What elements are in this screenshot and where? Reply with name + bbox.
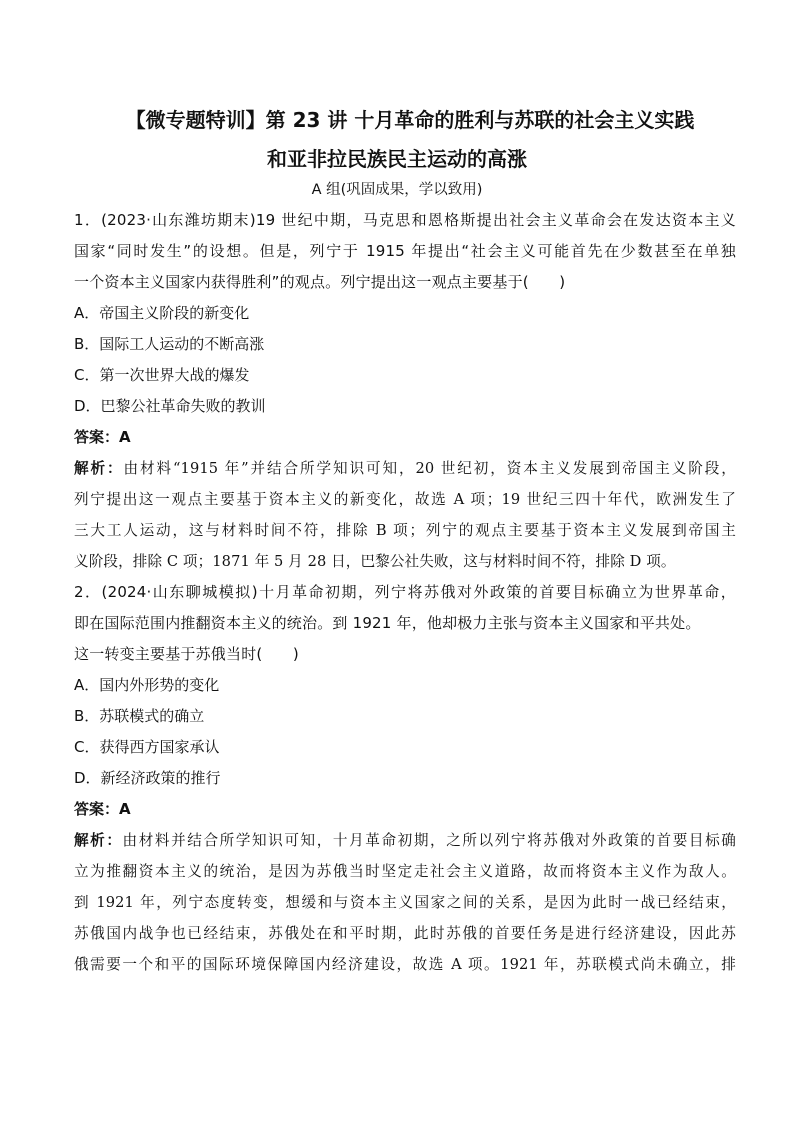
explanation-line: 列宁提出这一观点主要基于资本主义的新变化，故选 A 项；19 世纪三四十年代，欧洲发生了 xyxy=(74,491,736,508)
option-a[interactable]: A．帝国主义阶段的新变化 xyxy=(74,304,250,322)
explanation-line: 立为推翻资本主义的统治，是因为苏俄当时坚定走社会主义道路，故而将资本主义作为敌人。 xyxy=(74,863,736,880)
page-title-line-1: 【微专题特训】第 23 讲 十月革命的胜利与苏联的社会主义实践 xyxy=(125,108,695,132)
answer: 答案：A xyxy=(74,428,131,446)
question-stem-line: 2．(2024·山东聊城模拟)十月革命初期，列宁将苏俄对外政策的首要目标确立为世界革命， xyxy=(74,583,736,601)
question-stem-line: 国家“同时发生”的设想。但是，列宁于 1915 年提出“社会主义可能首先在少数甚至在单独 xyxy=(74,242,736,260)
option-d[interactable]: D．新经济政策的推行 xyxy=(74,769,221,787)
question-1 xyxy=(74,205,736,577)
option-a[interactable]: A．国内外形势的变化 xyxy=(74,676,220,694)
question-stem-line: 一个资本主义国家内获得胜利”的观点。列宁提出这一观点主要基于( ) xyxy=(74,273,566,291)
explanation-line xyxy=(74,825,736,856)
explanation-text: 由材料并结合所学知识可知，十月革命初期，之所以列宁将苏俄对外政策的首要目标确 xyxy=(122,832,736,849)
option-c[interactable]: C．获得西方国家承认 xyxy=(74,738,220,756)
option-c[interactable]: C．第一次世界大战的爆发 xyxy=(74,366,250,384)
question-list xyxy=(74,205,736,980)
page-title-line-2: 和亚非拉民族民主运动的高涨 xyxy=(267,147,527,171)
explanation-text: 由材料“1915 年”并结合所学知识可知，20 世纪初，资本主义发展到帝国主义阶段， xyxy=(123,460,736,477)
option-b[interactable]: B．苏联模式的确立 xyxy=(74,707,205,725)
explanation-line: 义阶段，排除 C 项；1871 年 5 月 28 日，巴黎公社失败，这与材料时间不符，排除 D 项。 xyxy=(74,553,676,570)
group-heading: A 组(巩固成果，学以致用) xyxy=(311,182,483,198)
question-stem-line: 1．(2023·山东潍坊期末)19 世纪中期，马克思和恩格斯提出社会主义革命会在发达资本主义 xyxy=(74,211,736,229)
option-b[interactable]: B．国际工人运动的不断高涨 xyxy=(74,335,265,353)
question-stem-line: 这一转变主要基于苏俄当时( ) xyxy=(74,645,299,663)
answer: 答案：A xyxy=(74,800,131,818)
explanation-line xyxy=(74,453,736,484)
explanation-line: 三大工人运动，这与材料时间不符，排除 B 项；列宁的观点主要基于资本主义发展到帝国主 xyxy=(74,522,736,539)
explanation-line: 俄需要一个和平的国际环境保障国内经济建设，故选 A 项。1921 年，苏联模式尚未确立，排 xyxy=(74,956,736,973)
explanation-label: 解析： xyxy=(74,832,123,849)
explanation-line: 苏俄国内战争也已经结束，苏俄处在和平时期，此时苏俄的首要任务是进行经济建设，因此苏 xyxy=(74,925,736,942)
explanation-line: 到 1921 年，列宁态度转变，想缓和与资本主义国家之间的关系，是因为此时一战已经结束， xyxy=(74,894,736,911)
question-2 xyxy=(74,577,736,980)
option-d[interactable]: D．巴黎公社革命失败的教训 xyxy=(74,397,266,415)
explanation-label: 解析： xyxy=(74,460,124,477)
question-stem-line: 即在国际范围内推翻资本主义的统治。到 1921 年，他却极力主张与资本主义国家和平共处。 xyxy=(74,614,701,632)
